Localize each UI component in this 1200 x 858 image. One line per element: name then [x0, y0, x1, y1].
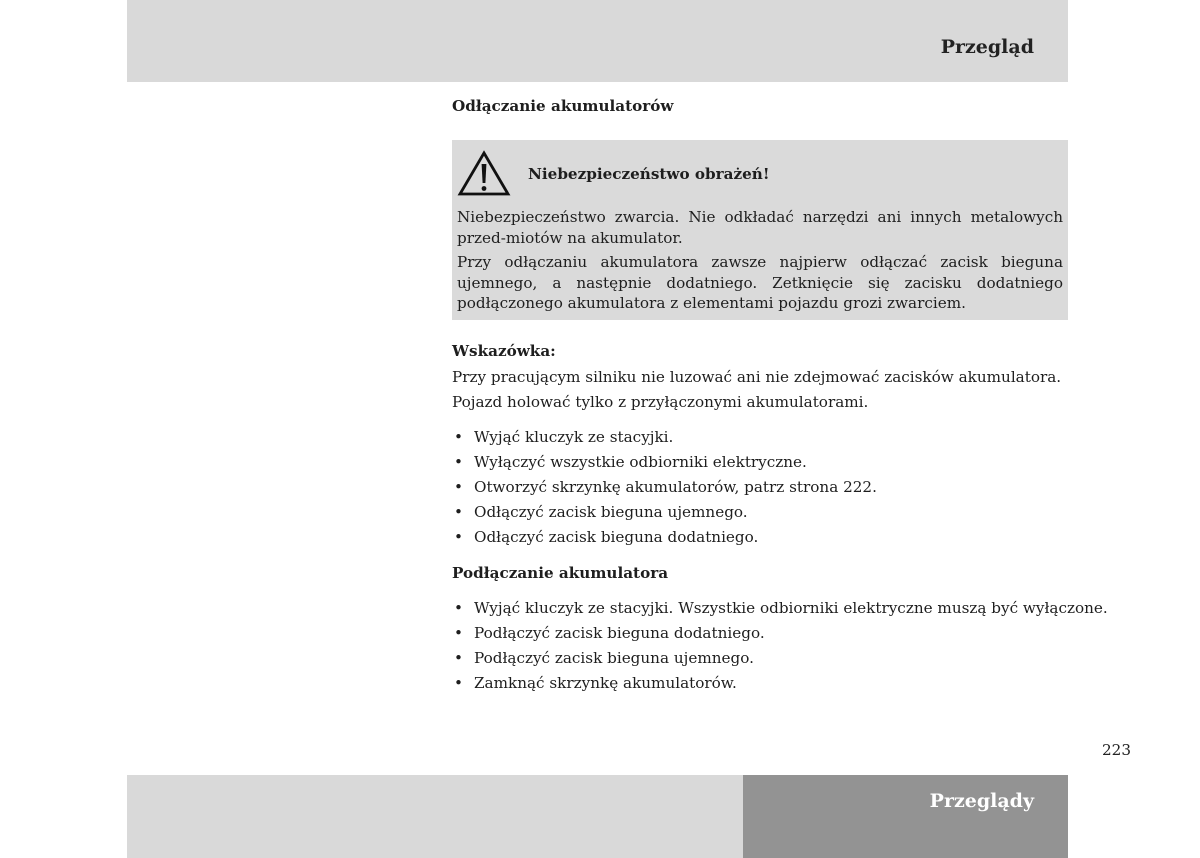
list-item: • Podłączyć zacisk bieguna dodatniego. [452, 621, 1068, 646]
warning-paragraph: Niebezpieczeństwo zwarcia. Nie odkładać narzędzi ani innych metalowych przed-miotów na akumulator. [457, 208, 1063, 247]
note-line: Przy pracującym silniku nie luzować ani nie zdejmować zacisków akumulatora. [452, 367, 1062, 386]
warning-triangle-icon [457, 150, 511, 198]
warning-title: Niebezpieczeństwo obrażeń! [528, 164, 770, 183]
connect-heading: Podłączanie akumulatora [452, 563, 669, 582]
footer-band [127, 775, 743, 858]
chapter-title: Przeglądy [929, 790, 1034, 812]
list-item: • Otworzyć skrzynkę akumulatorów, patrz strona 222. [452, 475, 1068, 500]
warning-paragraph: Przy odłączaniu akumulatora zawsze najpierw odłączać zacisk bieguna ujemnego, a następnie dodatniego. Zetknięcie się zacisku dodatniego podłączonego akumulatora z elementami pojazdu grozi zwarciem. [457, 253, 1063, 312]
section-heading: Odłączanie akumulatorów [452, 97, 674, 115]
page-number: 223 [1102, 741, 1131, 759]
page-content [452, 94, 1108, 696]
footer-chapter-tab [743, 775, 1068, 858]
list-item: • Podłączyć zacisk bieguna ujemnego. [452, 646, 1068, 671]
header-band [127, 0, 1068, 82]
list-item: • Wyjąć kluczyk ze stacyjki. Wszystkie odbiorniki elektryczne muszą być wyłączone. [452, 596, 1068, 621]
list-item: • Wyłączyć wszystkie odbiorniki elektryczne. [452, 450, 1068, 475]
list-item: • Zamknąć skrzynkę akumulatorów. [452, 671, 1068, 696]
warning-header [457, 150, 1063, 198]
disconnect-steps-list [452, 425, 1068, 550]
list-item: • Odłączyć zacisk bieguna dodatniego. [452, 525, 1068, 550]
page-section-title: Przegląd [940, 36, 1034, 58]
note-line: Pojazd holować tylko z przyłączonymi akumulatorami. [452, 392, 869, 411]
note-heading: Wskazówka: [452, 341, 556, 360]
list-item: • Odłączyć zacisk bieguna ujemnego. [452, 500, 1068, 525]
connect-steps-list [452, 596, 1108, 696]
warning-box [452, 140, 1068, 320]
list-item: • Wyjąć kluczyk ze stacyjki. [452, 425, 1068, 450]
